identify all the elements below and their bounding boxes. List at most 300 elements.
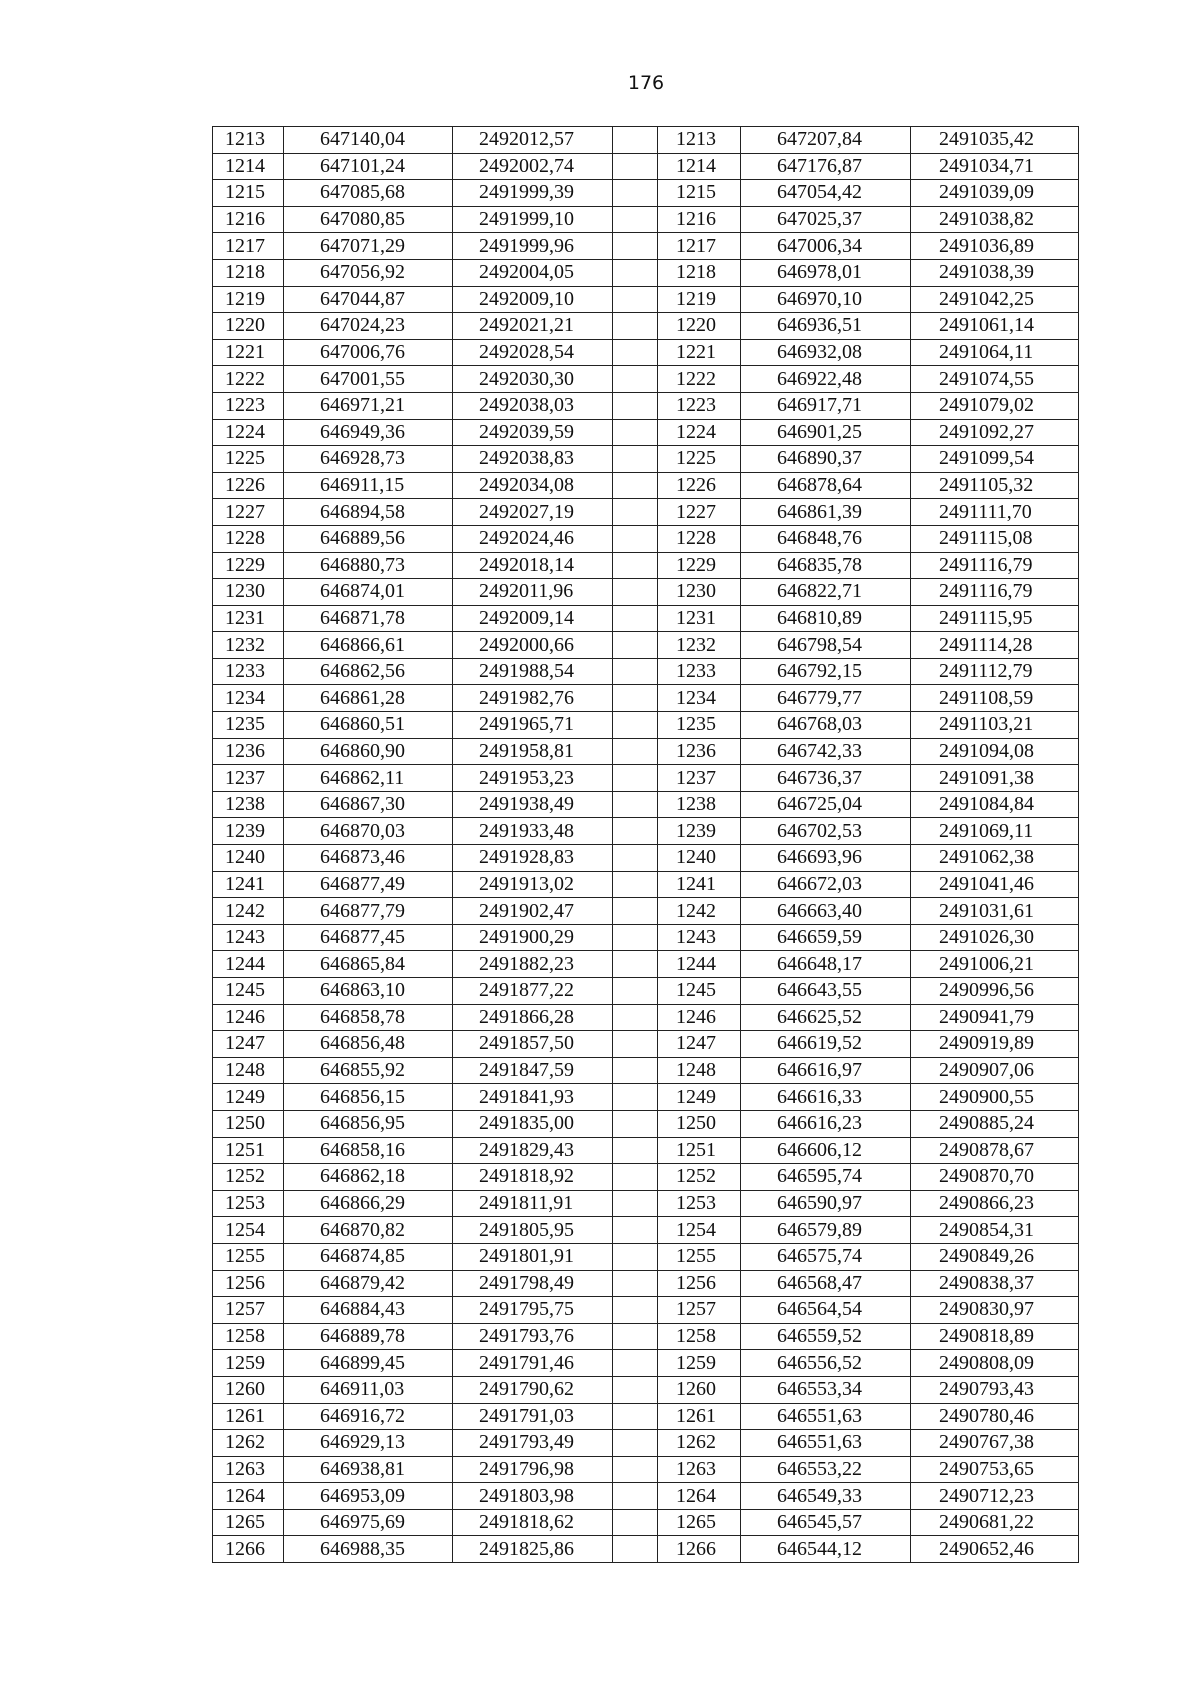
y-coordinate-left: 2492028,54 bbox=[453, 339, 613, 366]
table-row bbox=[213, 1483, 1079, 1510]
y-coordinate-left: 2492002,74 bbox=[453, 153, 613, 180]
x-coordinate-left: 647080,85 bbox=[284, 206, 453, 233]
y-coordinate-right: 2491115,08 bbox=[911, 525, 1079, 552]
point-number-left: 1263 bbox=[213, 1456, 284, 1483]
y-coordinate-left: 2491866,28 bbox=[453, 1004, 613, 1031]
spacer-cell bbox=[613, 1430, 658, 1457]
point-number-right: 1234 bbox=[658, 685, 741, 712]
point-number-right: 1258 bbox=[658, 1323, 741, 1350]
point-number-right: 1244 bbox=[658, 951, 741, 978]
point-number-left: 1225 bbox=[213, 446, 284, 473]
coordinates-table bbox=[212, 126, 1079, 1563]
table-row bbox=[213, 738, 1079, 765]
x-coordinate-right: 646901,25 bbox=[741, 419, 911, 446]
x-coordinate-left: 646889,78 bbox=[284, 1323, 453, 1350]
point-number-right: 1243 bbox=[658, 924, 741, 951]
point-number-left: 1226 bbox=[213, 472, 284, 499]
point-number-left: 1239 bbox=[213, 818, 284, 845]
table-row bbox=[213, 1403, 1079, 1430]
point-number-left: 1214 bbox=[213, 153, 284, 180]
x-coordinate-right: 646890,37 bbox=[741, 446, 911, 473]
point-number-left: 1228 bbox=[213, 525, 284, 552]
x-coordinate-left: 646889,56 bbox=[284, 525, 453, 552]
y-coordinate-right: 2491115,95 bbox=[911, 605, 1079, 632]
point-number-left: 1252 bbox=[213, 1164, 284, 1191]
point-number-left: 1217 bbox=[213, 233, 284, 260]
y-coordinate-left: 2491900,29 bbox=[453, 924, 613, 951]
spacer-cell bbox=[613, 259, 658, 286]
point-number-right: 1252 bbox=[658, 1164, 741, 1191]
y-coordinate-right: 2491038,39 bbox=[911, 259, 1079, 286]
point-number-right: 1248 bbox=[658, 1057, 741, 1084]
table-row bbox=[213, 1031, 1079, 1058]
spacer-cell bbox=[613, 1004, 658, 1031]
spacer-cell bbox=[613, 1190, 658, 1217]
x-coordinate-right: 646978,01 bbox=[741, 259, 911, 286]
spacer-cell bbox=[613, 1376, 658, 1403]
table-row bbox=[213, 286, 1079, 313]
x-coordinate-right: 646835,78 bbox=[741, 552, 911, 579]
x-coordinate-left: 646916,72 bbox=[284, 1403, 453, 1430]
x-coordinate-right: 646575,74 bbox=[741, 1243, 911, 1270]
y-coordinate-left: 2491829,43 bbox=[453, 1137, 613, 1164]
table-row bbox=[213, 978, 1079, 1005]
y-coordinate-right: 2491069,11 bbox=[911, 818, 1079, 845]
table-row bbox=[213, 1110, 1079, 1137]
table-row bbox=[213, 1004, 1079, 1031]
table-row bbox=[213, 1536, 1079, 1563]
point-number-left: 1261 bbox=[213, 1403, 284, 1430]
point-number-right: 1250 bbox=[658, 1110, 741, 1137]
x-coordinate-left: 646877,49 bbox=[284, 871, 453, 898]
y-coordinate-left: 2492009,14 bbox=[453, 605, 613, 632]
x-coordinate-left: 646870,82 bbox=[284, 1217, 453, 1244]
point-number-right: 1217 bbox=[658, 233, 741, 260]
point-number-right: 1235 bbox=[658, 712, 741, 739]
table-row bbox=[213, 1190, 1079, 1217]
point-number-left: 1230 bbox=[213, 579, 284, 606]
y-coordinate-left: 2492004,05 bbox=[453, 259, 613, 286]
y-coordinate-left: 2492038,83 bbox=[453, 446, 613, 473]
table-row bbox=[213, 845, 1079, 872]
table-row bbox=[213, 1084, 1079, 1111]
x-coordinate-left: 646884,43 bbox=[284, 1297, 453, 1324]
x-coordinate-left: 647101,24 bbox=[284, 153, 453, 180]
y-coordinate-right: 2491062,38 bbox=[911, 845, 1079, 872]
y-coordinate-right: 2491103,21 bbox=[911, 712, 1079, 739]
y-coordinate-right: 2490941,79 bbox=[911, 1004, 1079, 1031]
x-coordinate-left: 646874,85 bbox=[284, 1243, 453, 1270]
point-number-left: 1259 bbox=[213, 1350, 284, 1377]
x-coordinate-left: 646877,79 bbox=[284, 898, 453, 925]
x-coordinate-right: 646616,23 bbox=[741, 1110, 911, 1137]
x-coordinate-left: 646860,51 bbox=[284, 712, 453, 739]
x-coordinate-left: 646865,84 bbox=[284, 951, 453, 978]
y-coordinate-right: 2491035,42 bbox=[911, 127, 1079, 154]
x-coordinate-left: 646874,01 bbox=[284, 579, 453, 606]
x-coordinate-left: 646867,30 bbox=[284, 791, 453, 818]
table-row bbox=[213, 1323, 1079, 1350]
point-number-right: 1216 bbox=[658, 206, 741, 233]
y-coordinate-right: 2491112,79 bbox=[911, 658, 1079, 685]
table-row bbox=[213, 1456, 1079, 1483]
spacer-cell bbox=[613, 1270, 658, 1297]
x-coordinate-right: 646861,39 bbox=[741, 499, 911, 526]
x-coordinate-right: 647054,42 bbox=[741, 180, 911, 207]
y-coordinate-right: 2490753,65 bbox=[911, 1456, 1079, 1483]
point-number-right: 1246 bbox=[658, 1004, 741, 1031]
y-coordinate-left: 2491793,76 bbox=[453, 1323, 613, 1350]
x-coordinate-left: 646858,16 bbox=[284, 1137, 453, 1164]
table-row bbox=[213, 951, 1079, 978]
spacer-cell bbox=[613, 1137, 658, 1164]
y-coordinate-left: 2491999,39 bbox=[453, 180, 613, 207]
point-number-left: 1249 bbox=[213, 1084, 284, 1111]
point-number-left: 1223 bbox=[213, 392, 284, 419]
x-coordinate-left: 646871,78 bbox=[284, 605, 453, 632]
point-number-left: 1256 bbox=[213, 1270, 284, 1297]
y-coordinate-left: 2491791,46 bbox=[453, 1350, 613, 1377]
table-row bbox=[213, 818, 1079, 845]
x-coordinate-left: 646894,58 bbox=[284, 499, 453, 526]
y-coordinate-left: 2492018,14 bbox=[453, 552, 613, 579]
y-coordinate-left: 2492011,96 bbox=[453, 579, 613, 606]
x-coordinate-left: 646953,09 bbox=[284, 1483, 453, 1510]
table-row bbox=[213, 313, 1079, 340]
x-coordinate-right: 646936,51 bbox=[741, 313, 911, 340]
x-coordinate-left: 646877,45 bbox=[284, 924, 453, 951]
x-coordinate-right: 646553,34 bbox=[741, 1376, 911, 1403]
y-coordinate-right: 2491079,02 bbox=[911, 392, 1079, 419]
point-number-left: 1231 bbox=[213, 605, 284, 632]
x-coordinate-right: 646549,33 bbox=[741, 1483, 911, 1510]
y-coordinate-left: 2491953,23 bbox=[453, 765, 613, 792]
point-number-left: 1234 bbox=[213, 685, 284, 712]
point-number-left: 1250 bbox=[213, 1110, 284, 1137]
x-coordinate-right: 646822,71 bbox=[741, 579, 911, 606]
y-coordinate-right: 2491114,28 bbox=[911, 632, 1079, 659]
y-coordinate-right: 2491064,11 bbox=[911, 339, 1079, 366]
point-number-right: 1220 bbox=[658, 313, 741, 340]
table-row bbox=[213, 339, 1079, 366]
table-row bbox=[213, 1430, 1079, 1457]
y-coordinate-left: 2491857,50 bbox=[453, 1031, 613, 1058]
y-coordinate-left: 2491877,22 bbox=[453, 978, 613, 1005]
point-number-right: 1251 bbox=[658, 1137, 741, 1164]
point-number-left: 1265 bbox=[213, 1509, 284, 1536]
x-coordinate-left: 646866,29 bbox=[284, 1190, 453, 1217]
point-number-left: 1262 bbox=[213, 1430, 284, 1457]
y-coordinate-right: 2490818,89 bbox=[911, 1323, 1079, 1350]
point-number-right: 1262 bbox=[658, 1430, 741, 1457]
point-number-right: 1231 bbox=[658, 605, 741, 632]
x-coordinate-right: 646742,33 bbox=[741, 738, 911, 765]
x-coordinate-right: 646619,52 bbox=[741, 1031, 911, 1058]
point-number-left: 1241 bbox=[213, 871, 284, 898]
point-number-right: 1221 bbox=[658, 339, 741, 366]
spacer-cell bbox=[613, 685, 658, 712]
table-row bbox=[213, 1509, 1079, 1536]
table-row bbox=[213, 1137, 1079, 1164]
x-coordinate-left: 646929,13 bbox=[284, 1430, 453, 1457]
point-number-left: 1255 bbox=[213, 1243, 284, 1270]
y-coordinate-right: 2490793,43 bbox=[911, 1376, 1079, 1403]
x-coordinate-left: 646863,10 bbox=[284, 978, 453, 1005]
point-number-right: 1255 bbox=[658, 1243, 741, 1270]
spacer-cell bbox=[613, 366, 658, 393]
x-coordinate-left: 646870,03 bbox=[284, 818, 453, 845]
point-number-right: 1264 bbox=[658, 1483, 741, 1510]
y-coordinate-right: 2490854,31 bbox=[911, 1217, 1079, 1244]
point-number-right: 1222 bbox=[658, 366, 741, 393]
point-number-left: 1222 bbox=[213, 366, 284, 393]
table-row bbox=[213, 366, 1079, 393]
x-coordinate-right: 646551,63 bbox=[741, 1403, 911, 1430]
x-coordinate-left: 646879,42 bbox=[284, 1270, 453, 1297]
point-number-left: 1240 bbox=[213, 845, 284, 872]
point-number-left: 1224 bbox=[213, 419, 284, 446]
y-coordinate-right: 2490808,09 bbox=[911, 1350, 1079, 1377]
spacer-cell bbox=[613, 419, 658, 446]
table-row bbox=[213, 579, 1079, 606]
point-number-left: 1242 bbox=[213, 898, 284, 925]
point-number-left: 1246 bbox=[213, 1004, 284, 1031]
x-coordinate-right: 646663,40 bbox=[741, 898, 911, 925]
x-coordinate-right: 647207,84 bbox=[741, 127, 911, 154]
y-coordinate-left: 2491928,83 bbox=[453, 845, 613, 872]
point-number-right: 1256 bbox=[658, 1270, 741, 1297]
point-number-left: 1233 bbox=[213, 658, 284, 685]
y-coordinate-right: 2491091,38 bbox=[911, 765, 1079, 792]
point-number-right: 1213 bbox=[658, 127, 741, 154]
x-coordinate-right: 646702,53 bbox=[741, 818, 911, 845]
spacer-cell bbox=[613, 206, 658, 233]
spacer-cell bbox=[613, 1403, 658, 1430]
spacer-cell bbox=[613, 845, 658, 872]
point-number-right: 1265 bbox=[658, 1509, 741, 1536]
spacer-cell bbox=[613, 1084, 658, 1111]
y-coordinate-left: 2491796,98 bbox=[453, 1456, 613, 1483]
table-row bbox=[213, 1350, 1079, 1377]
y-coordinate-right: 2491074,55 bbox=[911, 366, 1079, 393]
spacer-cell bbox=[613, 951, 658, 978]
y-coordinate-right: 2491042,25 bbox=[911, 286, 1079, 313]
point-number-left: 1215 bbox=[213, 180, 284, 207]
y-coordinate-right: 2491038,82 bbox=[911, 206, 1079, 233]
table-row bbox=[213, 898, 1079, 925]
spacer-cell bbox=[613, 658, 658, 685]
point-number-left: 1257 bbox=[213, 1297, 284, 1324]
point-number-right: 1257 bbox=[658, 1297, 741, 1324]
point-number-right: 1238 bbox=[658, 791, 741, 818]
point-number-right: 1242 bbox=[658, 898, 741, 925]
spacer-cell bbox=[613, 153, 658, 180]
y-coordinate-left: 2492012,57 bbox=[453, 127, 613, 154]
y-coordinate-left: 2491805,95 bbox=[453, 1217, 613, 1244]
y-coordinate-right: 2491108,59 bbox=[911, 685, 1079, 712]
x-coordinate-left: 646873,46 bbox=[284, 845, 453, 872]
spacer-cell bbox=[613, 1217, 658, 1244]
y-coordinate-right: 2491111,70 bbox=[911, 499, 1079, 526]
point-number-right: 1239 bbox=[658, 818, 741, 845]
x-coordinate-right: 646606,12 bbox=[741, 1137, 911, 1164]
spacer-cell bbox=[613, 233, 658, 260]
y-coordinate-right: 2491061,14 bbox=[911, 313, 1079, 340]
table-row bbox=[213, 1217, 1079, 1244]
x-coordinate-right: 646725,04 bbox=[741, 791, 911, 818]
x-coordinate-left: 646862,56 bbox=[284, 658, 453, 685]
spacer-cell bbox=[613, 499, 658, 526]
x-coordinate-right: 646616,97 bbox=[741, 1057, 911, 1084]
x-coordinate-left: 646988,35 bbox=[284, 1536, 453, 1563]
spacer-cell bbox=[613, 1164, 658, 1191]
spacer-cell bbox=[613, 871, 658, 898]
x-coordinate-left: 646975,69 bbox=[284, 1509, 453, 1536]
y-coordinate-left: 2491933,48 bbox=[453, 818, 613, 845]
x-coordinate-right: 646917,71 bbox=[741, 392, 911, 419]
point-number-right: 1236 bbox=[658, 738, 741, 765]
page-number: 176 bbox=[627, 72, 665, 94]
x-coordinate-left: 646911,03 bbox=[284, 1376, 453, 1403]
point-number-right: 1226 bbox=[658, 472, 741, 499]
y-coordinate-right: 2490681,22 bbox=[911, 1509, 1079, 1536]
table-row bbox=[213, 1270, 1079, 1297]
table-row bbox=[213, 712, 1079, 739]
point-number-right: 1215 bbox=[658, 180, 741, 207]
table-row bbox=[213, 685, 1079, 712]
y-coordinate-right: 2490996,56 bbox=[911, 978, 1079, 1005]
y-coordinate-right: 2490900,55 bbox=[911, 1084, 1079, 1111]
spacer-cell bbox=[613, 1243, 658, 1270]
x-coordinate-left: 646928,73 bbox=[284, 446, 453, 473]
point-number-right: 1237 bbox=[658, 765, 741, 792]
x-coordinate-right: 646556,52 bbox=[741, 1350, 911, 1377]
point-number-left: 1213 bbox=[213, 127, 284, 154]
y-coordinate-right: 2491094,08 bbox=[911, 738, 1079, 765]
table-row bbox=[213, 1243, 1079, 1270]
x-coordinate-right: 646922,48 bbox=[741, 366, 911, 393]
table-row bbox=[213, 1376, 1079, 1403]
spacer-cell bbox=[613, 712, 658, 739]
y-coordinate-left: 2492030,30 bbox=[453, 366, 613, 393]
point-number-right: 1230 bbox=[658, 579, 741, 606]
x-coordinate-left: 647024,23 bbox=[284, 313, 453, 340]
x-coordinate-right: 646625,52 bbox=[741, 1004, 911, 1031]
x-coordinate-left: 646856,95 bbox=[284, 1110, 453, 1137]
x-coordinate-left: 647071,29 bbox=[284, 233, 453, 260]
point-number-left: 1235 bbox=[213, 712, 284, 739]
table-row bbox=[213, 259, 1079, 286]
y-coordinate-right: 2491039,09 bbox=[911, 180, 1079, 207]
y-coordinate-left: 2491988,54 bbox=[453, 658, 613, 685]
point-number-right: 1229 bbox=[658, 552, 741, 579]
x-coordinate-left: 646862,11 bbox=[284, 765, 453, 792]
spacer-cell bbox=[613, 924, 658, 951]
y-coordinate-right: 2490712,23 bbox=[911, 1483, 1079, 1510]
point-number-left: 1245 bbox=[213, 978, 284, 1005]
spacer-cell bbox=[613, 552, 658, 579]
x-coordinate-left: 646856,15 bbox=[284, 1084, 453, 1111]
point-number-left: 1248 bbox=[213, 1057, 284, 1084]
spacer-cell bbox=[613, 632, 658, 659]
point-number-right: 1225 bbox=[658, 446, 741, 473]
y-coordinate-left: 2491811,91 bbox=[453, 1190, 613, 1217]
point-number-left: 1251 bbox=[213, 1137, 284, 1164]
x-coordinate-right: 646551,63 bbox=[741, 1430, 911, 1457]
y-coordinate-left: 2491793,49 bbox=[453, 1430, 613, 1457]
point-number-left: 1253 bbox=[213, 1190, 284, 1217]
y-coordinate-left: 2491902,47 bbox=[453, 898, 613, 925]
table-row bbox=[213, 924, 1079, 951]
spacer-cell bbox=[613, 1509, 658, 1536]
x-coordinate-right: 646595,74 bbox=[741, 1164, 911, 1191]
x-coordinate-left: 646858,78 bbox=[284, 1004, 453, 1031]
x-coordinate-right: 646643,55 bbox=[741, 978, 911, 1005]
y-coordinate-left: 2491790,62 bbox=[453, 1376, 613, 1403]
x-coordinate-right: 646553,22 bbox=[741, 1456, 911, 1483]
point-number-right: 1260 bbox=[658, 1376, 741, 1403]
point-number-right: 1245 bbox=[658, 978, 741, 1005]
y-coordinate-right: 2491006,21 bbox=[911, 951, 1079, 978]
point-number-right: 1218 bbox=[658, 259, 741, 286]
x-coordinate-right: 646768,03 bbox=[741, 712, 911, 739]
table-row bbox=[213, 1057, 1079, 1084]
x-coordinate-right: 646970,10 bbox=[741, 286, 911, 313]
x-coordinate-right: 646693,96 bbox=[741, 845, 911, 872]
spacer-cell bbox=[613, 127, 658, 154]
y-coordinate-left: 2491835,00 bbox=[453, 1110, 613, 1137]
spacer-cell bbox=[613, 180, 658, 207]
spacer-cell bbox=[613, 791, 658, 818]
y-coordinate-left: 2491791,03 bbox=[453, 1403, 613, 1430]
spacer-cell bbox=[613, 898, 658, 925]
spacer-cell bbox=[613, 339, 658, 366]
table-row bbox=[213, 765, 1079, 792]
y-coordinate-left: 2491798,49 bbox=[453, 1270, 613, 1297]
x-coordinate-left: 646866,61 bbox=[284, 632, 453, 659]
point-number-left: 1220 bbox=[213, 313, 284, 340]
y-coordinate-right: 2490885,24 bbox=[911, 1110, 1079, 1137]
point-number-right: 1224 bbox=[658, 419, 741, 446]
x-coordinate-left: 646949,36 bbox=[284, 419, 453, 446]
x-coordinate-left: 646911,15 bbox=[284, 472, 453, 499]
table-row bbox=[213, 206, 1079, 233]
point-number-left: 1266 bbox=[213, 1536, 284, 1563]
x-coordinate-right: 646579,89 bbox=[741, 1217, 911, 1244]
y-coordinate-left: 2492009,10 bbox=[453, 286, 613, 313]
point-number-left: 1221 bbox=[213, 339, 284, 366]
x-coordinate-left: 646880,73 bbox=[284, 552, 453, 579]
spacer-cell bbox=[613, 765, 658, 792]
spacer-cell bbox=[613, 313, 658, 340]
point-number-right: 1223 bbox=[658, 392, 741, 419]
y-coordinate-left: 2491825,86 bbox=[453, 1536, 613, 1563]
y-coordinate-left: 2492000,66 bbox=[453, 632, 613, 659]
x-coordinate-right: 646544,12 bbox=[741, 1536, 911, 1563]
y-coordinate-left: 2491938,49 bbox=[453, 791, 613, 818]
y-coordinate-right: 2491116,79 bbox=[911, 552, 1079, 579]
y-coordinate-left: 2491795,75 bbox=[453, 1297, 613, 1324]
spacer-cell bbox=[613, 1297, 658, 1324]
x-coordinate-right: 646545,57 bbox=[741, 1509, 911, 1536]
y-coordinate-left: 2491965,71 bbox=[453, 712, 613, 739]
x-coordinate-right: 646779,77 bbox=[741, 685, 911, 712]
y-coordinate-left: 2492027,19 bbox=[453, 499, 613, 526]
point-number-left: 1243 bbox=[213, 924, 284, 951]
point-number-right: 1227 bbox=[658, 499, 741, 526]
x-coordinate-left: 646899,45 bbox=[284, 1350, 453, 1377]
spacer-cell bbox=[613, 978, 658, 1005]
